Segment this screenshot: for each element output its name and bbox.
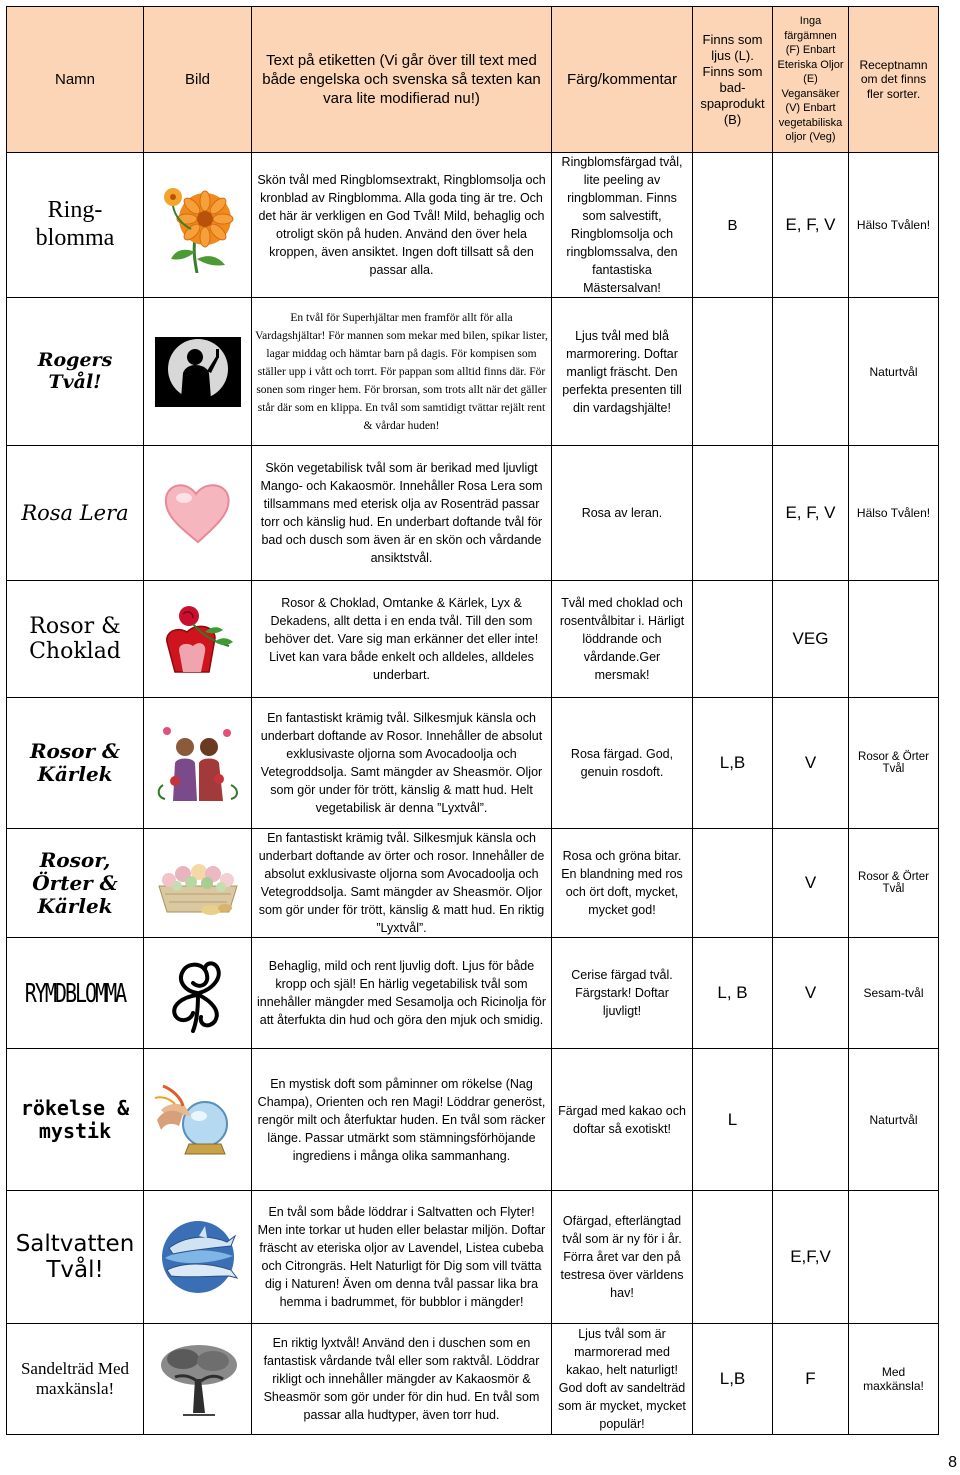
product-name: Ring-blomma bbox=[7, 153, 144, 298]
product-finns bbox=[693, 829, 773, 938]
product-comment: Tvål med choklad och rosentvålbitar i. Härligt löddrande och vårdande.Ger mersmak! bbox=[552, 581, 693, 698]
sandalwood-tree-icon bbox=[144, 1324, 252, 1435]
product-recept: Naturtvål bbox=[849, 1049, 939, 1191]
product-name: Saltvatten Tvål! bbox=[7, 1191, 144, 1324]
product-description: En riktig lyxtvål! Använd den i duschen som en fantastisk vårdande tvål eller som raktvål. Löddrar rikligt och innehåller mängder av Kakaosmör & Sheasmör som gör under för din hud. En tvål som passar alla hudtyper, även torr hud. bbox=[252, 1324, 552, 1435]
product-name: Rosor, Örter & Kärlek bbox=[7, 829, 144, 938]
product-comment: Cerise färgad tvål. Färgstark! Doftar ljuvligt! bbox=[552, 938, 693, 1049]
header-row bbox=[7, 7, 939, 153]
table-row bbox=[7, 698, 939, 829]
product-description: En fantastiskt krämig tvål. Silkesmjuk känsla och underbart doftande av örter och rosor. Innehåller de absolut exklusivaste oljorna som Avocadoolja och Vetegroddsolja. Samt mängder av Sheasmör. Oljor som gör under för trött, känslig & matt hud. En riktig ”Lyxtvål”. bbox=[252, 829, 552, 938]
product-name: RYMDBLOMMA bbox=[7, 921, 144, 1065]
table-row bbox=[7, 298, 939, 446]
secret-agent-silhouette-icon bbox=[144, 298, 252, 446]
product-name: Rosa Lera bbox=[7, 446, 144, 581]
product-finns bbox=[693, 446, 773, 581]
soap-product-table bbox=[6, 6, 939, 1435]
product-description: En tvål som både löddrar i Saltvatten och Flyter! Men inte torkar ut huden eller belastar miljön. Doftar fräscht av eteriska oljor av Lavendel, Listea cubeba och Citrongräs. Helt Naturligt för Dig som vill tvätta dig i Naturen! Även om denna tvål passar lika bra hemma i badrummet, för bubblor i mängder! bbox=[252, 1191, 552, 1324]
product-name: Rosor & Kärlek bbox=[7, 698, 144, 829]
header-farg: Färg/kommentar bbox=[552, 7, 693, 153]
header-inga: Inga färgämnen (F) Enbart Eteriska Oljor (E) Vegansäker (V) Enbart vegetabiliska oljor (Veg) bbox=[773, 7, 849, 153]
product-description: En tvål för Superhjältar men framför allt för alla Vardagshjältar! För mannen som mekar med bilen, spikar lister, lagar middag och hämtar barn på dagis. För kompisen som ställer upp i vått och torrt. För pappan som alltid finns där. För sonen som ringer hem. För brorsan, som trots allt när det gäller står där som en klippa. En tvål som samtidigt tvättar rejält rent & vårdar huden! bbox=[252, 298, 552, 446]
product-recept: Hälso Tvålen! bbox=[849, 153, 939, 298]
product-inga: F bbox=[773, 1324, 849, 1435]
product-comment: Rosa av leran. bbox=[552, 446, 693, 581]
header-namn: Namn bbox=[7, 7, 144, 153]
product-inga: E, F, V bbox=[773, 446, 849, 581]
product-recept: Rosor & Örter Tvål bbox=[849, 698, 939, 829]
product-inga: VEG bbox=[773, 581, 849, 698]
product-comment: Rosa färgad. God, genuin rosdoft. bbox=[552, 698, 693, 829]
product-description: Behaglig, mild och rent ljuvlig doft. Ljus för både kropp och själ! En härlig vegetabilisk tvål som innehåller mängder med Sesamolja och Ricinolja för att återfukta din hud och göra den mjuk och smidig. bbox=[252, 938, 552, 1049]
product-finns: B bbox=[693, 153, 773, 298]
product-inga: V bbox=[773, 829, 849, 938]
header-recept: Receptnamn om det finns fler sorter. bbox=[849, 7, 939, 153]
product-inga bbox=[773, 1049, 849, 1191]
product-name: rökelse & mystik bbox=[7, 1049, 144, 1191]
product-recept: Hälso Tvålen! bbox=[849, 446, 939, 581]
product-comment: Ringblomsfärgad tvål, lite peeling av ringblomman. Finns som salvestift, Ringblomsolja och ringblomssalva, den fantastiska Mästersalvan! bbox=[552, 153, 693, 298]
product-finns: L bbox=[693, 1049, 773, 1191]
product-finns bbox=[693, 298, 773, 446]
product-inga: E,F,V bbox=[773, 1191, 849, 1324]
flower-basket-icon bbox=[144, 829, 252, 938]
product-description: Skön tvål med Ringblomsextrakt, Ringblomsolja och kronblad av Ringblomma. Alla goda ting är tre. Och det här är verkligen en God Tvål! Mild, behaglig och otroligt skön på huden. Använd den över hela kroppen, även ansiktet. Ingen doft tillsatt så den passar alla. bbox=[252, 153, 552, 298]
product-comment: Ofärgad, efterlängtad tvål som är ny för i år. Förra året var den på testresa över världens hav! bbox=[552, 1191, 693, 1324]
dolphin-icon bbox=[144, 1191, 252, 1324]
product-finns: L,B bbox=[693, 1324, 773, 1435]
table-row bbox=[7, 153, 939, 298]
product-comment: Ljus tvål som är marmorerad med kakao, helt naturligt! God doft av sandelträd som är mycket, mycket populär! bbox=[552, 1324, 693, 1435]
pink-heart-icon bbox=[144, 446, 252, 581]
product-description: Skön vegetabilisk tvål som är berikad med ljuvligt Mango- och Kakaosmör. Innehåller Rosa Lera som tillsammans med eterisk olja av Rosenträd passar torr och känslig hud. En underbart doftande tvål för bad och dusch som även är en skön och vårdande ansiktstvål. bbox=[252, 446, 552, 581]
header-text: Text på etiketten (Vi går över till text med både engelska och svenska så texten kan vara lite modifierad nu!) bbox=[252, 7, 552, 153]
table-row bbox=[7, 1324, 939, 1435]
product-inga bbox=[773, 298, 849, 446]
product-inga: E, F, V bbox=[773, 153, 849, 298]
product-recept: Rosor & Örter Tvål bbox=[849, 829, 939, 938]
swirl-flower-icon bbox=[144, 938, 252, 1049]
product-recept: Naturtvål bbox=[849, 298, 939, 446]
product-inga: V bbox=[773, 698, 849, 829]
table-row bbox=[7, 1191, 939, 1324]
product-recept: Sesam-tvål bbox=[849, 938, 939, 1049]
product-name: Rosor & Choklad bbox=[7, 581, 144, 698]
product-finns: L, B bbox=[693, 938, 773, 1049]
product-finns: L,B bbox=[693, 698, 773, 829]
product-comment: Rosa och gröna bitar. En blandning med ros och ört doft, mycket, mycket god! bbox=[552, 829, 693, 938]
romantic-couple-icon bbox=[144, 698, 252, 829]
product-description: Rosor & Choklad, Omtanke & Kärlek, Lyx & Dekadens, allt detta i en enda tvål. Till den som behöver det. Vare sig man erkänner det eller inte! Livet kan vara både enkelt och alldeles, alldeles underbart. bbox=[252, 581, 552, 698]
product-comment: Ljus tvål med blå marmorering. Doftar manligt fräscht. Den perfekta presenten till din vardagshjälte! bbox=[552, 298, 693, 446]
page-number: 8 bbox=[948, 1454, 957, 1471]
rose-chocolate-box-icon bbox=[144, 581, 252, 698]
product-recept bbox=[849, 581, 939, 698]
product-recept: Med maxkänsla! bbox=[849, 1324, 939, 1435]
table-row bbox=[7, 829, 939, 938]
product-finns bbox=[693, 581, 773, 698]
header-finns: Finns som ljus (L). Finns som bad-spaprodukt (B) bbox=[693, 7, 773, 153]
product-finns bbox=[693, 1191, 773, 1324]
product-description: En fantastiskt krämig tvål. Silkesmjuk känsla och underbart doftande av Rosor. Innehåller de absolut exklusivaste oljorna som Avocadoolja och Vetegroddsolja. Samt mängder av Sheasmör. Oljor som gör under för trött, känslig & matt hud. Helt vegetabilisk är denna ”Lyxtvål”. bbox=[252, 698, 552, 829]
table-row bbox=[7, 446, 939, 581]
table-row bbox=[7, 1049, 939, 1191]
product-name: Sandelträd Med maxkänsla! bbox=[7, 1324, 144, 1435]
product-inga: V bbox=[773, 938, 849, 1049]
marigold-flower-icon bbox=[144, 153, 252, 298]
product-name: Rogers Tvål! bbox=[7, 298, 144, 446]
product-description: En mystisk doft som påminner om rökelse (Nag Champa), Orienten och ren Magi! Löddrar generöst, rengör milt och återfuktar huden. En tvål som räcker länge. Passar utmärkt som stämningsförhöjande ingrediens i många olika sammanhang. bbox=[252, 1049, 552, 1191]
table-row bbox=[7, 581, 939, 698]
header-bild: Bild bbox=[144, 7, 252, 153]
table-row bbox=[7, 938, 939, 1049]
product-recept bbox=[849, 1191, 939, 1324]
crystal-ball-icon bbox=[144, 1049, 252, 1191]
product-comment: Färgad med kakao och doftar så exotiskt! bbox=[552, 1049, 693, 1191]
